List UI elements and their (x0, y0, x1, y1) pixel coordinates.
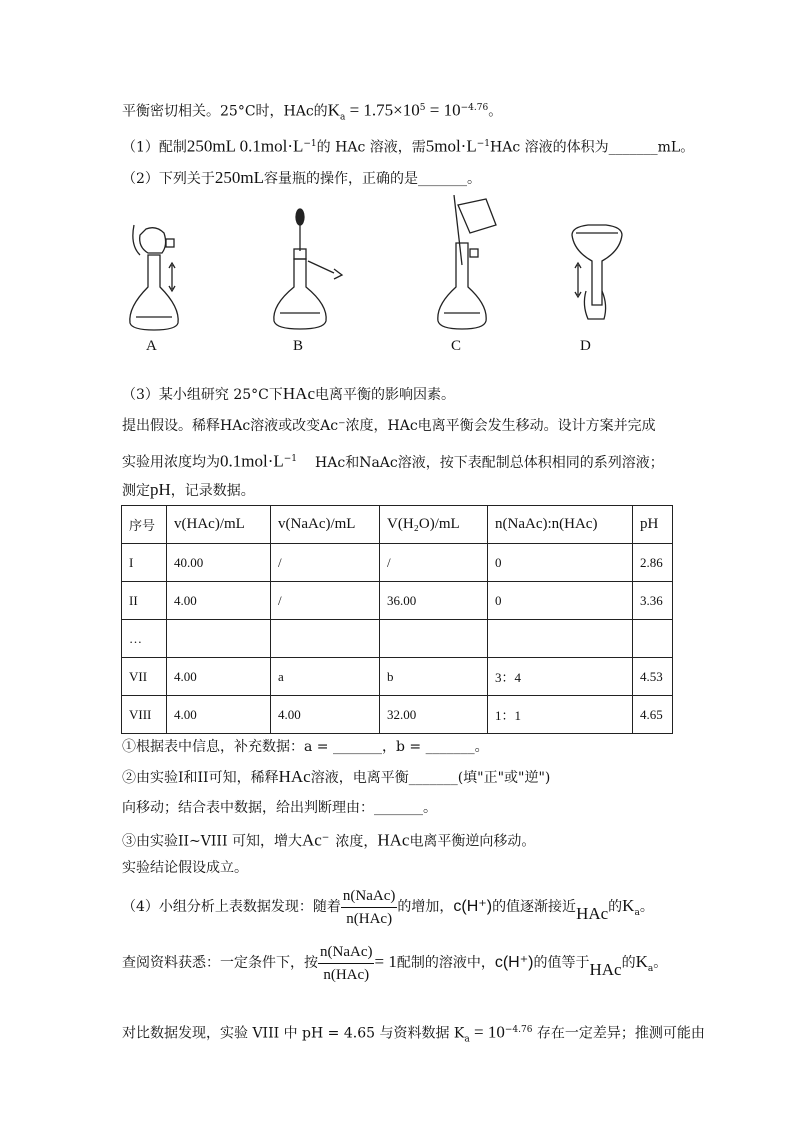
flask-c-icon (438, 195, 496, 329)
cell (167, 620, 271, 658)
text: ②由实验I和II可知，稀释 (122, 770, 279, 786)
text: ，记录数据。 (170, 483, 255, 499)
cell: a (271, 658, 380, 696)
ka-sub: a (464, 1034, 470, 1045)
ka-sub: a (634, 907, 640, 918)
text: （1）配制 (122, 139, 187, 156)
header-cell: v(NaAc)/mL (271, 506, 380, 544)
text: 5mol·L (425, 136, 477, 156)
text: 的 (608, 899, 623, 915)
ka-symbol: K (635, 952, 648, 971)
cell: 4.65 (633, 696, 673, 734)
experiment-conclusion: 实验结论假设成立。 (122, 860, 248, 876)
table-row (122, 544, 673, 582)
cell: b (380, 658, 488, 696)
table-row (122, 696, 673, 734)
cell (488, 620, 633, 658)
exponent: −4.76 (460, 103, 489, 113)
text: 电离平衡的影响因素。 (315, 387, 455, 403)
text: （4）小组分析上表数据发现：随着 (122, 899, 341, 915)
question-3 (122, 384, 455, 405)
exponent: −1 (303, 139, 317, 149)
text: Ac (301, 830, 322, 850)
conclusion-1: ①根据表中信息，补充数据：a = _______，b = _______。 (122, 739, 489, 755)
cell: 4.00 (167, 658, 271, 696)
text: 的增加， (397, 899, 454, 915)
text: pH (150, 480, 171, 499)
exponent: −4.76 (504, 1025, 533, 1035)
cell: 0 (488, 544, 633, 582)
cell (633, 620, 673, 658)
comparison-line (122, 1020, 705, 1049)
text: 。 (488, 103, 503, 120)
text: HAc (282, 384, 315, 403)
header-cell: V(H₂O)/mL (380, 506, 488, 544)
text: 250mL 0.1mol·L (186, 136, 304, 156)
text: 存在一定差异；推测可能由 (532, 1025, 705, 1042)
c-h-symbol: c(H⁺) (453, 898, 493, 915)
ka-sub: a (647, 963, 654, 974)
cell: 4.53 (633, 658, 673, 696)
text: 溶液，电离平衡_______(填"正"或"逆") (310, 770, 551, 786)
cell: 4.00 (167, 582, 271, 620)
text: 实验用浓度均为 (122, 454, 220, 471)
flask-operations-figure (120, 195, 680, 365)
cell: / (271, 582, 380, 620)
text: HAc 溶液的体积为_______mL。 (490, 139, 695, 156)
text: HAc (576, 904, 609, 923)
text: HAc (377, 830, 410, 850)
text: = 1.75×10 (345, 100, 420, 120)
denominator: n(HAc) (323, 966, 370, 983)
cell: I (122, 544, 167, 582)
conclusion-2b: 向移动；结合表中数据，给出判断理由：_______。 (122, 800, 437, 816)
denominator: n(HAc) (346, 910, 393, 927)
cell: 0 (488, 582, 633, 620)
text: （2）下列关于 (122, 171, 215, 187)
cell: 3：4 (488, 658, 633, 696)
numerator: n(NaAc) (341, 885, 397, 908)
text: 测定 (122, 483, 150, 499)
cell: 1：1 (488, 696, 633, 734)
figure-label-a: A (146, 338, 157, 354)
cell: 3.36 (633, 582, 673, 620)
exponent: −1 (476, 139, 491, 149)
ka-sub: a (339, 112, 346, 123)
intro-line (122, 98, 502, 127)
header-cell: 序号 (122, 506, 167, 544)
cell: … (122, 620, 167, 658)
ratio-fraction (341, 885, 397, 930)
hypothesis-line: 提出假设。稀释HAc溶液或改变Ac⁻浓度，HAc电离平衡会发生移动。设计方案并完成 (122, 418, 656, 434)
cell: VIII (122, 696, 167, 734)
numerator: n(NaAc) (318, 941, 374, 964)
cell (380, 620, 488, 658)
ka-symbol: K (622, 896, 635, 915)
figure-label-c: C (451, 338, 462, 354)
ka-symbol: K (327, 100, 340, 120)
table-row (122, 620, 673, 658)
text: 的 HAc 溶液，需 (316, 139, 426, 156)
cell: 4.00 (167, 696, 271, 734)
flask-d-icon (572, 225, 622, 319)
method-line (122, 449, 664, 473)
text: 浓度， (335, 833, 378, 850)
text: 250mL (214, 168, 265, 187)
text: = 10 (425, 100, 461, 120)
question-4 (122, 878, 654, 934)
table-header-row (122, 506, 673, 544)
text: 电离平衡逆向移动。 (409, 833, 536, 850)
question-1 (122, 134, 694, 158)
text: ③由实验II~VIII 可知，增大 (122, 833, 302, 850)
text: 。 (639, 899, 654, 915)
header-cell: n(NaAc):n(HAc) (488, 506, 633, 544)
text: = 10 (469, 1022, 505, 1042)
table-row (122, 658, 673, 696)
header-cell: pH (633, 506, 673, 544)
text: 0.1mol·L (220, 451, 284, 471)
measure-line (122, 480, 255, 501)
figure-label-d: D (580, 338, 591, 354)
text: 对比数据发现，实验 VIII 中 pH = 4.65 与资料数据 K (122, 1025, 465, 1042)
cell: 40.00 (167, 544, 271, 582)
text: 的值等于 (533, 955, 590, 971)
text: 配制的溶液中， (396, 955, 495, 971)
text: = 1 (374, 952, 397, 971)
text: 容量瓶的操作，正确的是_______。 (264, 171, 482, 187)
text: （3）某小组研究 25°C下 (122, 387, 283, 403)
figure-label-b: B (293, 338, 304, 354)
text: 。 (653, 955, 668, 971)
text: 的值逐渐接近 (492, 899, 577, 915)
c-h-symbol: c(H⁺) (494, 954, 534, 971)
cell: 32.00 (380, 696, 488, 734)
text: 平衡密切相关。25°C时，HAc的 (122, 103, 328, 120)
exponent: 5 (419, 103, 426, 113)
reference-line (122, 934, 667, 990)
text: HAc (278, 767, 311, 786)
cell: 4.00 (271, 696, 380, 734)
cell: / (380, 544, 488, 582)
conclusion-2 (122, 767, 550, 788)
text: HAc和NaAc溶液，按下表配制总体积相同的系列溶液； (315, 454, 664, 471)
header-cell: v(HAc)/mL (167, 506, 271, 544)
cell: II (122, 582, 167, 620)
question-2 (122, 168, 481, 189)
table-row (122, 582, 673, 620)
text: 的 (621, 955, 636, 971)
exponent: −1 (283, 454, 298, 464)
exponent: − (321, 833, 330, 843)
text: HAc (589, 960, 622, 979)
cell: 2.86 (633, 544, 673, 582)
cell (271, 620, 380, 658)
cell: / (271, 544, 380, 582)
conclusion-3 (122, 828, 535, 852)
cell: 36.00 (380, 582, 488, 620)
cell: VII (122, 658, 167, 696)
ratio-fraction (318, 941, 374, 986)
flask-a-icon (130, 225, 178, 330)
experiment-table (121, 505, 673, 734)
flask-b-icon (274, 209, 342, 329)
text: 查阅资料获悉：一定条件下，按 (122, 955, 318, 971)
